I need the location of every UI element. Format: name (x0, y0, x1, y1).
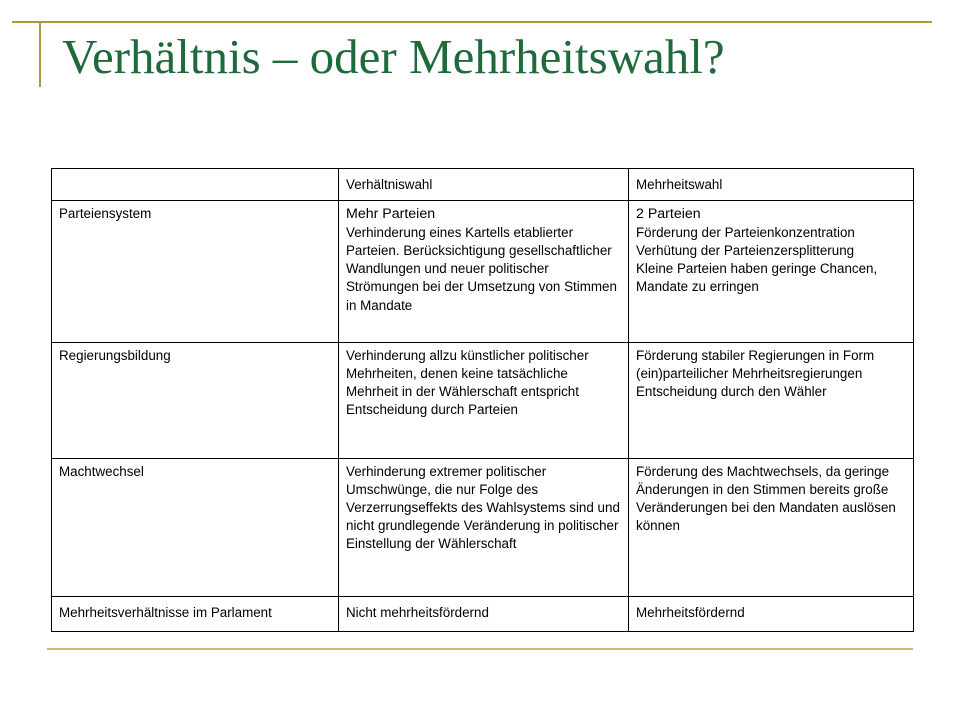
cell-line: Förderung der Parteienkonzentration (636, 225, 855, 241)
cell-line: Verhinderung allzu künstlicher politischer Mehrheiten, denen keine tatsächliche Mehrheit in der Wählerschaft entspricht (346, 348, 589, 400)
cell-line: Verhinderung eines Kartells etablierter Parteien. Berücksichtigung gesellschaftlicher Wandlungen und neuer politischer Strömungen bei der Umsetzung von Stimmen in Mandate (346, 225, 617, 313)
header-verhaeltniswahl: Verhältniswahl (339, 169, 629, 201)
cell-line: Verhütung der Parteienzersplitterung (636, 243, 855, 259)
cell-mehrheit-parteiensystem (629, 201, 914, 343)
cell-mehrheit-mehrheitsverhaeltnisse (629, 597, 914, 632)
table-row-parteiensystem (52, 201, 914, 343)
row-label-parteiensystem: Parteiensystem (52, 201, 339, 343)
header-corner-cell (52, 169, 339, 201)
cell-line: Kleine Parteien haben geringe Chancen, Mandate zu erringen (636, 261, 878, 295)
cell-line: Mehrheitsfördernd (636, 605, 745, 620)
slide-title: Verhältnis – oder Mehrheitswahl? (62, 29, 725, 84)
row-label-regierungsbildung: Regierungsbildung (52, 343, 339, 459)
cell-mehrheit-regierungsbildung (629, 343, 914, 459)
cell-line: Mehr Parteien (346, 206, 436, 222)
header-mehrheitswahl: Mehrheitswahl (629, 169, 914, 201)
cell-verhaeltnis-mehrheitsverhaeltnisse (339, 597, 629, 632)
comparison-table-container (51, 168, 914, 632)
cell-line: Nicht mehrheitsfördernd (346, 605, 489, 620)
table-row-regierungsbildung (52, 343, 914, 459)
top-accent-line (12, 21, 932, 23)
table-row-machtwechsel (52, 459, 914, 597)
cell-line: 2 Parteien (636, 206, 701, 222)
left-accent-line (39, 21, 41, 87)
cell-line: Förderung des Machtwechsels, da geringe Änderungen in den Stimmen bereits große Veränderungen bei den Mandaten auslösen können (636, 464, 896, 534)
cell-verhaeltnis-regierungsbildung (339, 343, 629, 459)
cell-line: Entscheidung durch den Wähler (636, 384, 827, 400)
cell-verhaeltnis-parteiensystem (339, 201, 629, 343)
table-header-row (52, 169, 914, 201)
bottom-accent-line (47, 648, 913, 650)
cell-mehrheit-machtwechsel (629, 459, 914, 597)
table-row-mehrheitsverhaeltnisse (52, 597, 914, 632)
row-label-machtwechsel: Machtwechsel (52, 459, 339, 597)
row-label-mehrheitsverhaeltnisse: Mehrheitsverhältnisse im Parlament (52, 597, 339, 632)
cell-line: Entscheidung durch Parteien (346, 402, 518, 418)
cell-verhaeltnis-machtwechsel (339, 459, 629, 597)
cell-line: Förderung stabiler Regierungen in Form (ein)parteilicher Mehrheitsregierungen (636, 348, 875, 382)
cell-line: Verhinderung extremer politischer Umschwünge, die nur Folge des Verzerrungseffekts des Wahlsystems sind und nicht grundlegende Veränderung in politischer Einstellung der Wählerschaft (346, 464, 620, 552)
comparison-table (51, 168, 914, 632)
